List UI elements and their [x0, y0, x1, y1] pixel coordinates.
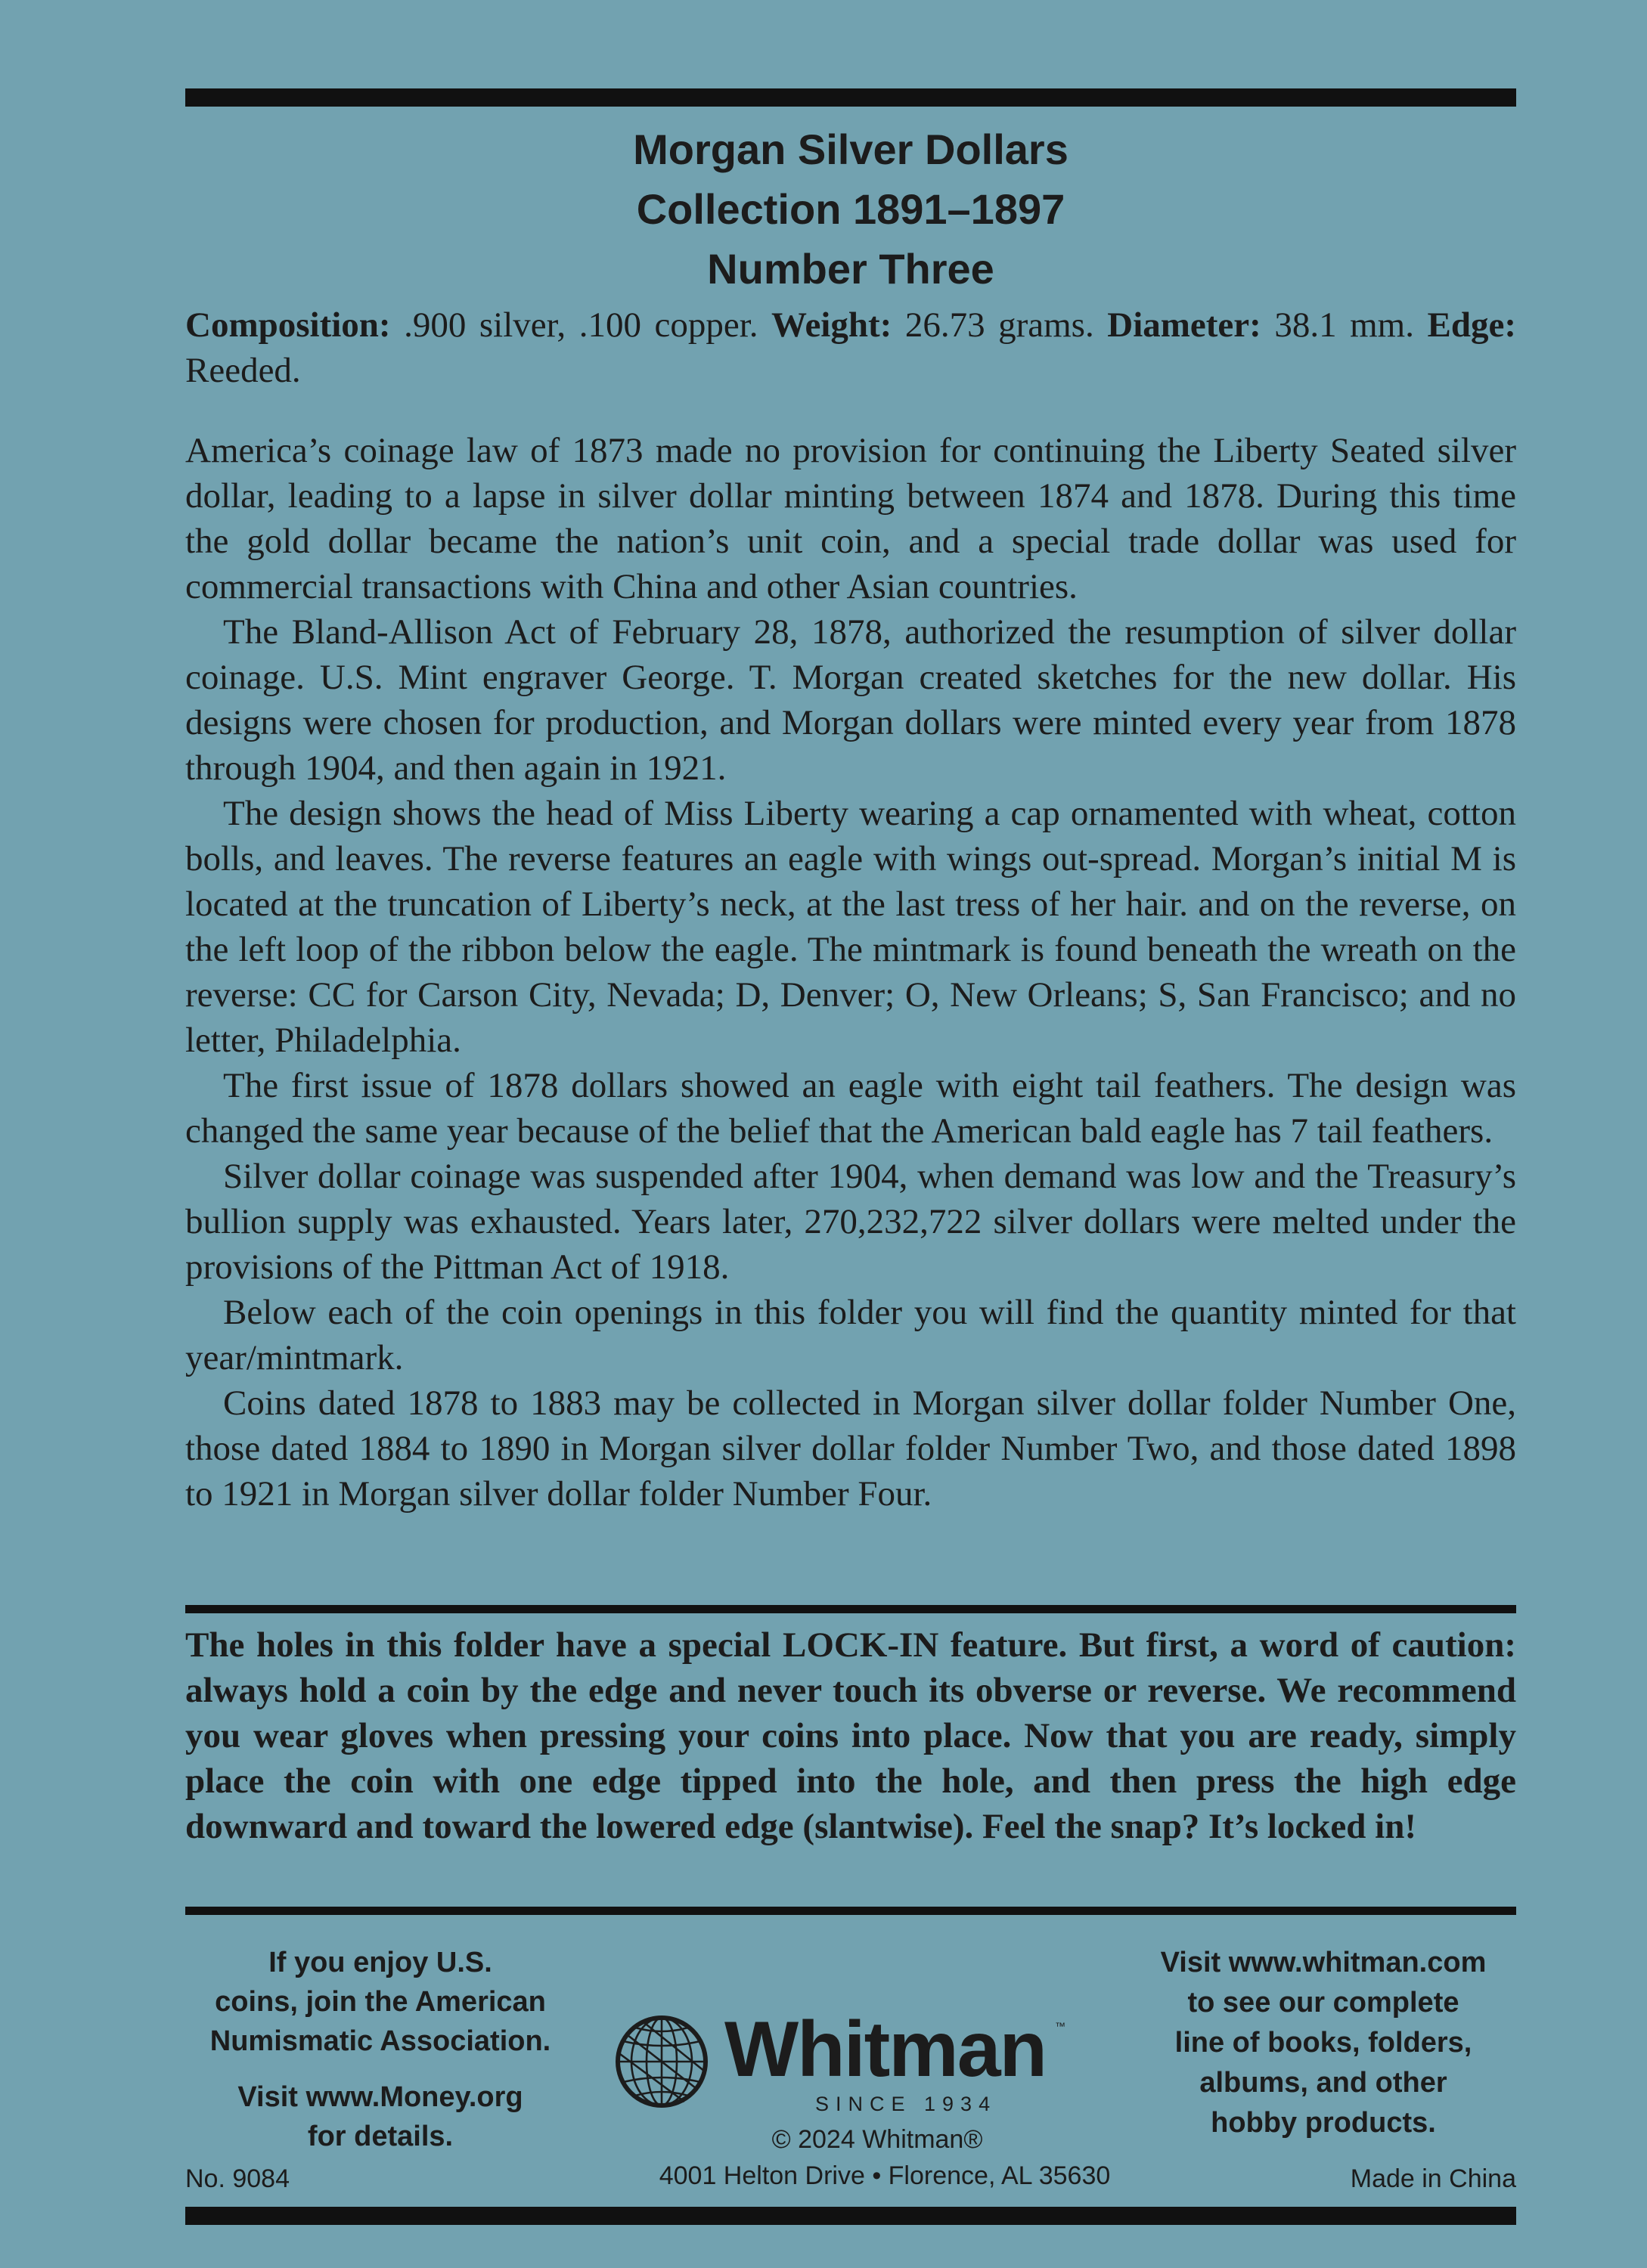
company-address: 4001 Helton Drive • Florence, AL 35630 [659, 2161, 1111, 2190]
paragraph-quantities: Below each of the coin openings in this folder you will find the quantity minted for that year/mintmark. [185, 1293, 1516, 1377]
whitman-promo-line: line of books, folders, [1174, 2027, 1472, 2059]
catalog-number: No. 9084 [185, 2164, 290, 2193]
trademark-symbol: ™ [1055, 2020, 1065, 2032]
edge-value: Reeded. [185, 351, 301, 390]
country-of-origin: Made in China [1350, 2164, 1516, 2193]
paragraph-bland-allison: The Bland-Allison Act of February 28, 1878, authorized the resumption of silver dollar coinage. U.S. Mint engraver George. T. Morgan created sketches for the new dollar. His designs were chosen for production, and Morgan dollars were minted every year from 1878 through 1904, and then again in 1921. [185, 612, 1516, 788]
paragraph-other-folders: Coins dated 1878 to 1883 may be collected in Morgan silver dollar folder Number One, those dated 1884 to 1890 in Morgan silver dollar folder Number Two, and those dated 1898 to 1921 in Morgan silver dollar folder Number Four. [185, 1383, 1516, 1514]
whitman-promo-line: albums, and other [1199, 2067, 1447, 2099]
page-title [185, 119, 1516, 299]
diameter-value: 38.1 mm. [1261, 305, 1428, 345]
diameter-label: Diameter: [1107, 305, 1261, 345]
edge-label: Edge: [1427, 305, 1516, 345]
paragraph-coinage-law: America’s coinage law of 1873 made no provision for continuing the Liberty Seated silver dollar, leading to a lapse in silver dollar minting between 1874 and 1878. During this time the gold dollar became the nation’s unit coin, and a special trade dollar was used for commercial transactions with China and other Asian countries. [185, 431, 1516, 606]
globe-icon [613, 2012, 711, 2111]
composition-value: .900 silver, .100 copper. [390, 305, 772, 345]
paragraph-tail-feathers: The first issue of 1878 dollars showed an eagle with eight tail feathers. The design was changed the same year because of the belief that the American bald eagle has 7 tail feathers. [185, 1066, 1516, 1151]
top-rule [185, 88, 1516, 107]
weight-label: Weight: [771, 305, 892, 345]
money-org-line: for details. [307, 2121, 454, 2152]
title-line-2: Collection 1891–1897 [636, 185, 1065, 233]
bottom-rule [185, 2207, 1516, 2225]
money-org-line: Visit www.Money.org [237, 2081, 523, 2113]
paragraph-suspension: Silver dollar coinage was suspended after 1904, when demand was low and the Treasury’s bullion supply was exhausted. Years later, 270,232,722 silver dollars were melted under the provisions of the Pittman Act of 1918. [185, 1157, 1516, 1287]
weight-value: 26.73 grams. [892, 305, 1108, 345]
lockin-bottom-rule [185, 1907, 1516, 1915]
title-line-3: Number Three [707, 245, 994, 293]
whitman-promo-line: to see our complete [1187, 1987, 1459, 2019]
whitman-promo [1119, 1943, 1528, 2143]
paragraph-design: The design shows the head of Miss Liberty wearing a cap ornamented with wheat, cotton bolls, and leaves. The reverse features an eagle with wings out-spread. Morgan’s initial M is located at the truncation of Liberty’s neck, at the last tress of her hair. and on the reverse, on the left loop of the ribbon below the eagle. The mintmark is found beneath the wreath on the reverse: CC for Carson City, Nevada; D, Denver; O, New Orleans; S, San Francisco; and no letter, Philadelphia. [185, 794, 1516, 1060]
whitman-logo [613, 2006, 1066, 2093]
whitman-promo-line: Visit www.whitman.com [1160, 1947, 1487, 1978]
title-line-1: Morgan Silver Dollars [633, 125, 1069, 173]
ana-line: If you enjoy U.S. [268, 1947, 492, 1978]
ana-line: coins, join the American [215, 1986, 546, 2018]
composition-label: Composition: [185, 305, 391, 345]
whitman-promo-line: hobby products. [1211, 2107, 1436, 2139]
lockin-top-rule [185, 1605, 1516, 1613]
ana-line: Numismatic Association. [209, 2025, 551, 2057]
ana-promo [180, 1943, 581, 2156]
copyright-notice: © 2024 Whitman® [771, 2125, 983, 2154]
since-1934: SINCE 1934 [815, 2093, 997, 2115]
history-text [185, 428, 1516, 1517]
coin-specifications [185, 302, 1516, 393]
lockin-instructions: The holes in this folder have a special LOCK-IN feature. But first, a word of caution: always hold a coin by the edge and never touch its obverse or reverse. We recommend you wear gloves when pressing your coins into place. Now that you are ready, simply place the coin with one edge tipped into the hole, and then press the high edge downward and toward the lowered edge (slantwise). Feel the snap? It’s locked in! [185, 1625, 1516, 1846]
whitman-wordmark: Whitman [724, 2006, 1047, 2093]
